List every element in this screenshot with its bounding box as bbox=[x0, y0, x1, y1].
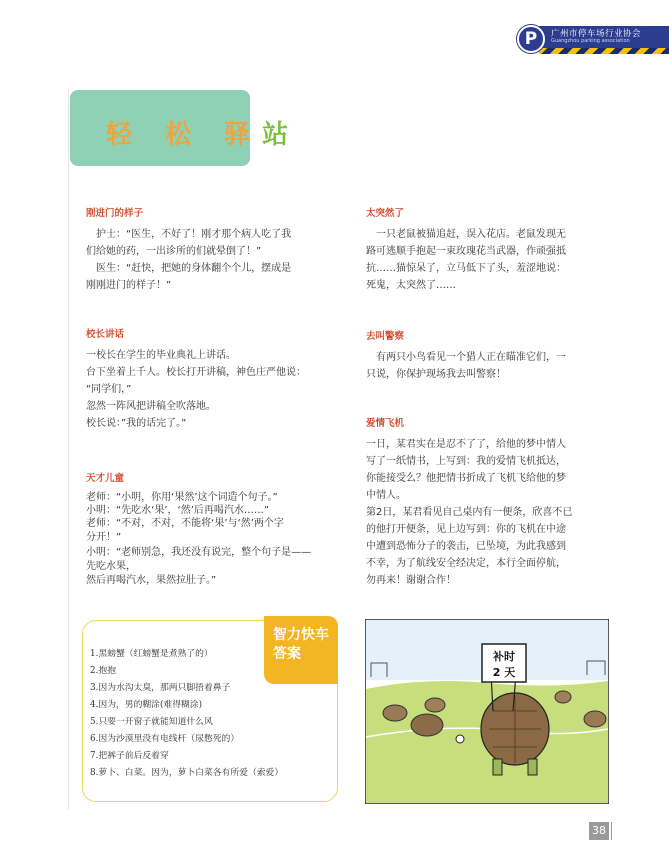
cartoon-sign-line1: 补时 bbox=[493, 650, 515, 663]
joke-line: 小明：“先吃水‘果’，‘然’后再喝汽水……” bbox=[86, 505, 270, 516]
page-number-tick bbox=[611, 822, 612, 840]
joke-line: 护士：“医生，不好了！刚才那个病人吃了我 bbox=[86, 229, 292, 240]
answer-item: 6.因为沙漠里没有电线杆（尿憋死的） bbox=[90, 734, 240, 744]
answer-item: 2.抱抱 bbox=[90, 666, 116, 676]
section-title bbox=[106, 114, 300, 150]
answers-label-line1: 智力快车 bbox=[273, 627, 329, 643]
joke-body bbox=[86, 491, 311, 588]
joke-line: 校长说：”我的话完了。” bbox=[86, 418, 187, 429]
joke-principal-speech bbox=[86, 326, 306, 432]
joke-body bbox=[86, 347, 306, 432]
joke-body bbox=[366, 436, 572, 589]
joke-line: 有两只小鸟看见一个猎人正在瞄准它们，一 bbox=[366, 352, 566, 363]
cartoon-sign-line2: 2 天 bbox=[492, 666, 516, 679]
joke-line: 抗……猫惊呆了，立马低下了头，羞涩地说： bbox=[366, 263, 566, 274]
page-gutter-line bbox=[68, 90, 69, 810]
joke-title: 刚进门的样子 bbox=[86, 208, 144, 219]
joke-line: 勿再来！谢谢合作！ bbox=[366, 575, 456, 586]
joke-title: 去叫警察 bbox=[366, 331, 405, 342]
association-name: 广州市停车场行业协会 bbox=[551, 29, 642, 39]
joke-line: 小明：“老师别急，我还没有说完，整个句子是—— bbox=[86, 547, 312, 558]
association-logo bbox=[517, 24, 669, 54]
joke-line: 一只老鼠被猫追赶，误入花店。老鼠发现无 bbox=[366, 229, 566, 240]
joke-line: 的他打开便条，见上边写到：你的飞机在中途 bbox=[366, 524, 566, 535]
joke-line: 路可逃顺手抱起一束玫瑰花当武器，作顽强抵 bbox=[366, 246, 566, 257]
answer-item: 8.萝卜、白菜。因为，萝卜白菜各有所爱（索爱） bbox=[90, 768, 284, 778]
joke-line: 只说，你保护现场我去叫警察！ bbox=[366, 369, 506, 380]
joke-body bbox=[366, 349, 566, 383]
answer-item: 1.黑螃蟹（红螃蟹是煮熟了的） bbox=[90, 649, 213, 659]
joke-line: 医生：“赶快，把她的身体翻个个儿，摆成是 bbox=[86, 263, 292, 274]
answer-item: 7.把裤子前后反着穿 bbox=[90, 751, 169, 761]
joke-line: 分开！” bbox=[86, 532, 122, 543]
joke-line: 台下坐着上千人。校长打开讲稿，神色庄严他说： bbox=[86, 367, 306, 378]
turtle-soccer-cartoon bbox=[365, 619, 609, 804]
joke-line: 你能接受么？他把情书折成了飞机飞给他的梦 bbox=[366, 473, 566, 484]
joke-line: 第2日，某君看见自己桌内有一便条，欣喜不已 bbox=[366, 507, 573, 518]
joke-body bbox=[366, 226, 566, 294]
answers-list bbox=[90, 646, 283, 782]
joke-line: 中遭到恐怖分子的袭击，已坠境，为此我感到 bbox=[366, 541, 566, 552]
joke-line: 老师：“小明，你用‘果然’这个词造个句子。” bbox=[86, 492, 278, 503]
page-number: 38 bbox=[589, 822, 609, 840]
joke-line: 老师：“不对，不对，不能将‘果’与‘然’两个字 bbox=[86, 518, 284, 529]
joke-love-plane bbox=[366, 415, 572, 589]
joke-body bbox=[86, 226, 291, 294]
joke-title: 天才儿童 bbox=[86, 473, 125, 484]
joke-line: 们给她的药，一出诊所的们就晕倒了！” bbox=[86, 246, 262, 257]
joke-line: 忽然一阵风把讲稿全吹落地。 bbox=[86, 401, 216, 412]
joke-line: “同学们，” bbox=[86, 384, 132, 395]
answers-label-line2: 答案 bbox=[273, 646, 301, 662]
joke-line: 死鬼，太突然了…… bbox=[366, 280, 456, 291]
parking-icon: P bbox=[517, 25, 545, 53]
joke-line: 一校长在学生的毕业典礼上讲话。 bbox=[86, 350, 236, 361]
joke-title: 太突然了 bbox=[366, 208, 405, 219]
section-title-part-a: 轻 松 驿 bbox=[106, 119, 263, 150]
association-name-en: Guangzhou parking association bbox=[551, 38, 630, 44]
joke-title: 爱情飞机 bbox=[366, 418, 405, 429]
joke-line: 一日，某君实在是忍不了了，给他的梦中情人 bbox=[366, 439, 566, 450]
joke-line: 刚刚进门的样子！” bbox=[86, 280, 172, 291]
joke-line: 不幸，为了航线安全经决定，本行全面停航， bbox=[366, 558, 566, 569]
joke-line: 写了一纸情书，上写到：我的爱情飞机抵达， bbox=[366, 456, 566, 467]
joke-line: 然后再喝汽水，果然拉肚子。” bbox=[86, 575, 217, 586]
joke-call-police bbox=[366, 328, 566, 383]
association-stripe bbox=[539, 48, 669, 54]
joke-line: 先吃水果， bbox=[86, 561, 136, 572]
joke-line: 中情人。 bbox=[366, 490, 406, 501]
section-title-part-b: 站 bbox=[262, 119, 301, 150]
answer-item: 5.只要一开窗子就能知道什么风 bbox=[90, 717, 213, 727]
joke-title: 校长讲话 bbox=[86, 329, 125, 340]
joke-genius bbox=[86, 470, 311, 588]
answer-item: 4.因为，男的糊涂(难得糊涂) bbox=[90, 700, 203, 710]
joke-just-arrived bbox=[86, 205, 291, 294]
joke-too-sudden bbox=[366, 205, 566, 294]
answer-item: 3.因为水沟太臭，那两只脚捂着鼻子 bbox=[90, 683, 231, 693]
